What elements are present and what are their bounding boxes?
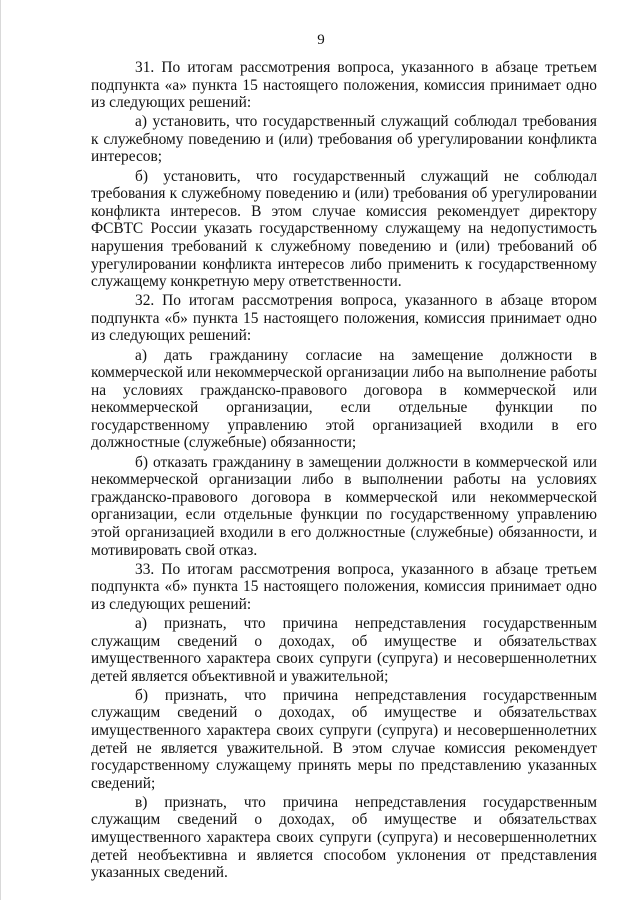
paragraph-33: 33. По итогам рассмотрения вопроса, указанного в абзаце третьем подпункта «б» пункта 15 настоящего положения, комиссия принимает одно из следующих решений:: [91, 560, 597, 613]
document-body: [91, 59, 597, 883]
paragraph-32-a: а) дать гражданину согласие на замещение должности в коммерческой или некоммерческой организации либо на выполнение работы на условиях гражданско-правового договора в коммерческой или некоммерческой организации, если отдельные функции по государственному управлению этой организацией входили в его должностные (служебные) обязанности;: [91, 346, 597, 452]
paragraph-33-a: а) признать, что причина непредставления государственным служащим сведений о доходах, об имуществе и обязательствах имущественного характера своих супруги (супруга) и несовершеннолетних детей является объективной и уважительной;: [91, 614, 597, 685]
paragraph-31-b: б) установить, что государственный служащий не соблюдал требования к служебному поведению и (или) требования об урегулировании конфликта интересов. В этом случае комиссия рекомендует директору ФСВТС России указать государственному служащему на недопустимость нарушения требований к служебному поведению и (или) требований об урегулировании конфликта интересов либо применить к государственному служащему конкретную меру ответственности.: [91, 167, 597, 291]
paragraph-31: 31. По итогам рассмотрения вопроса, указанного в абзаце третьем подпункта «а» пункта 15 настоящего положения, комиссия принимает одно из следующих решений:: [91, 59, 597, 112]
paragraph-33-b: б) признать, что причина непредставления государственным служащим сведений о доходах, об имуществе и обязательствах имущественного характера своих супруги (супруга) и несовершеннолетних детей не является уважительной. В этом случае комиссия рекомендует государственному служащему принять меры по представлению указанных сведений;: [91, 686, 597, 792]
paragraph-31-a: а) установить, что государственный служащий соблюдал требования к служебному поведению и (или) требования об урегулировании конфликта интересов;: [91, 113, 597, 166]
page-number: 9: [317, 32, 325, 48]
paragraph-32-b: б) отказать гражданину в замещении должности в коммерческой или некоммерческой организации либо в выполнении работы на условиях гражданско-правового договора в коммерческой или некоммерческой организации, если отдельные функции по государственному управлению этой организацией входили в его должностные (служебные) обязанности, и мотивировать свой отказ.: [91, 453, 597, 559]
paragraph-32: 32. По итогам рассмотрения вопроса, указанного в абзаце втором подпункта «б» пункта 15 настоящего положения, комиссия принимает одно из следующих решений:: [91, 292, 597, 345]
paragraph-33-v: в) признать, что причина непредставления государственным служащим сведений о доходах, об имуществе и обязательствах имущественного характера своих супруги (супруга) и несовершеннолетних детей необъективна и является способом уклонения от представления указанных сведений.: [91, 793, 597, 882]
